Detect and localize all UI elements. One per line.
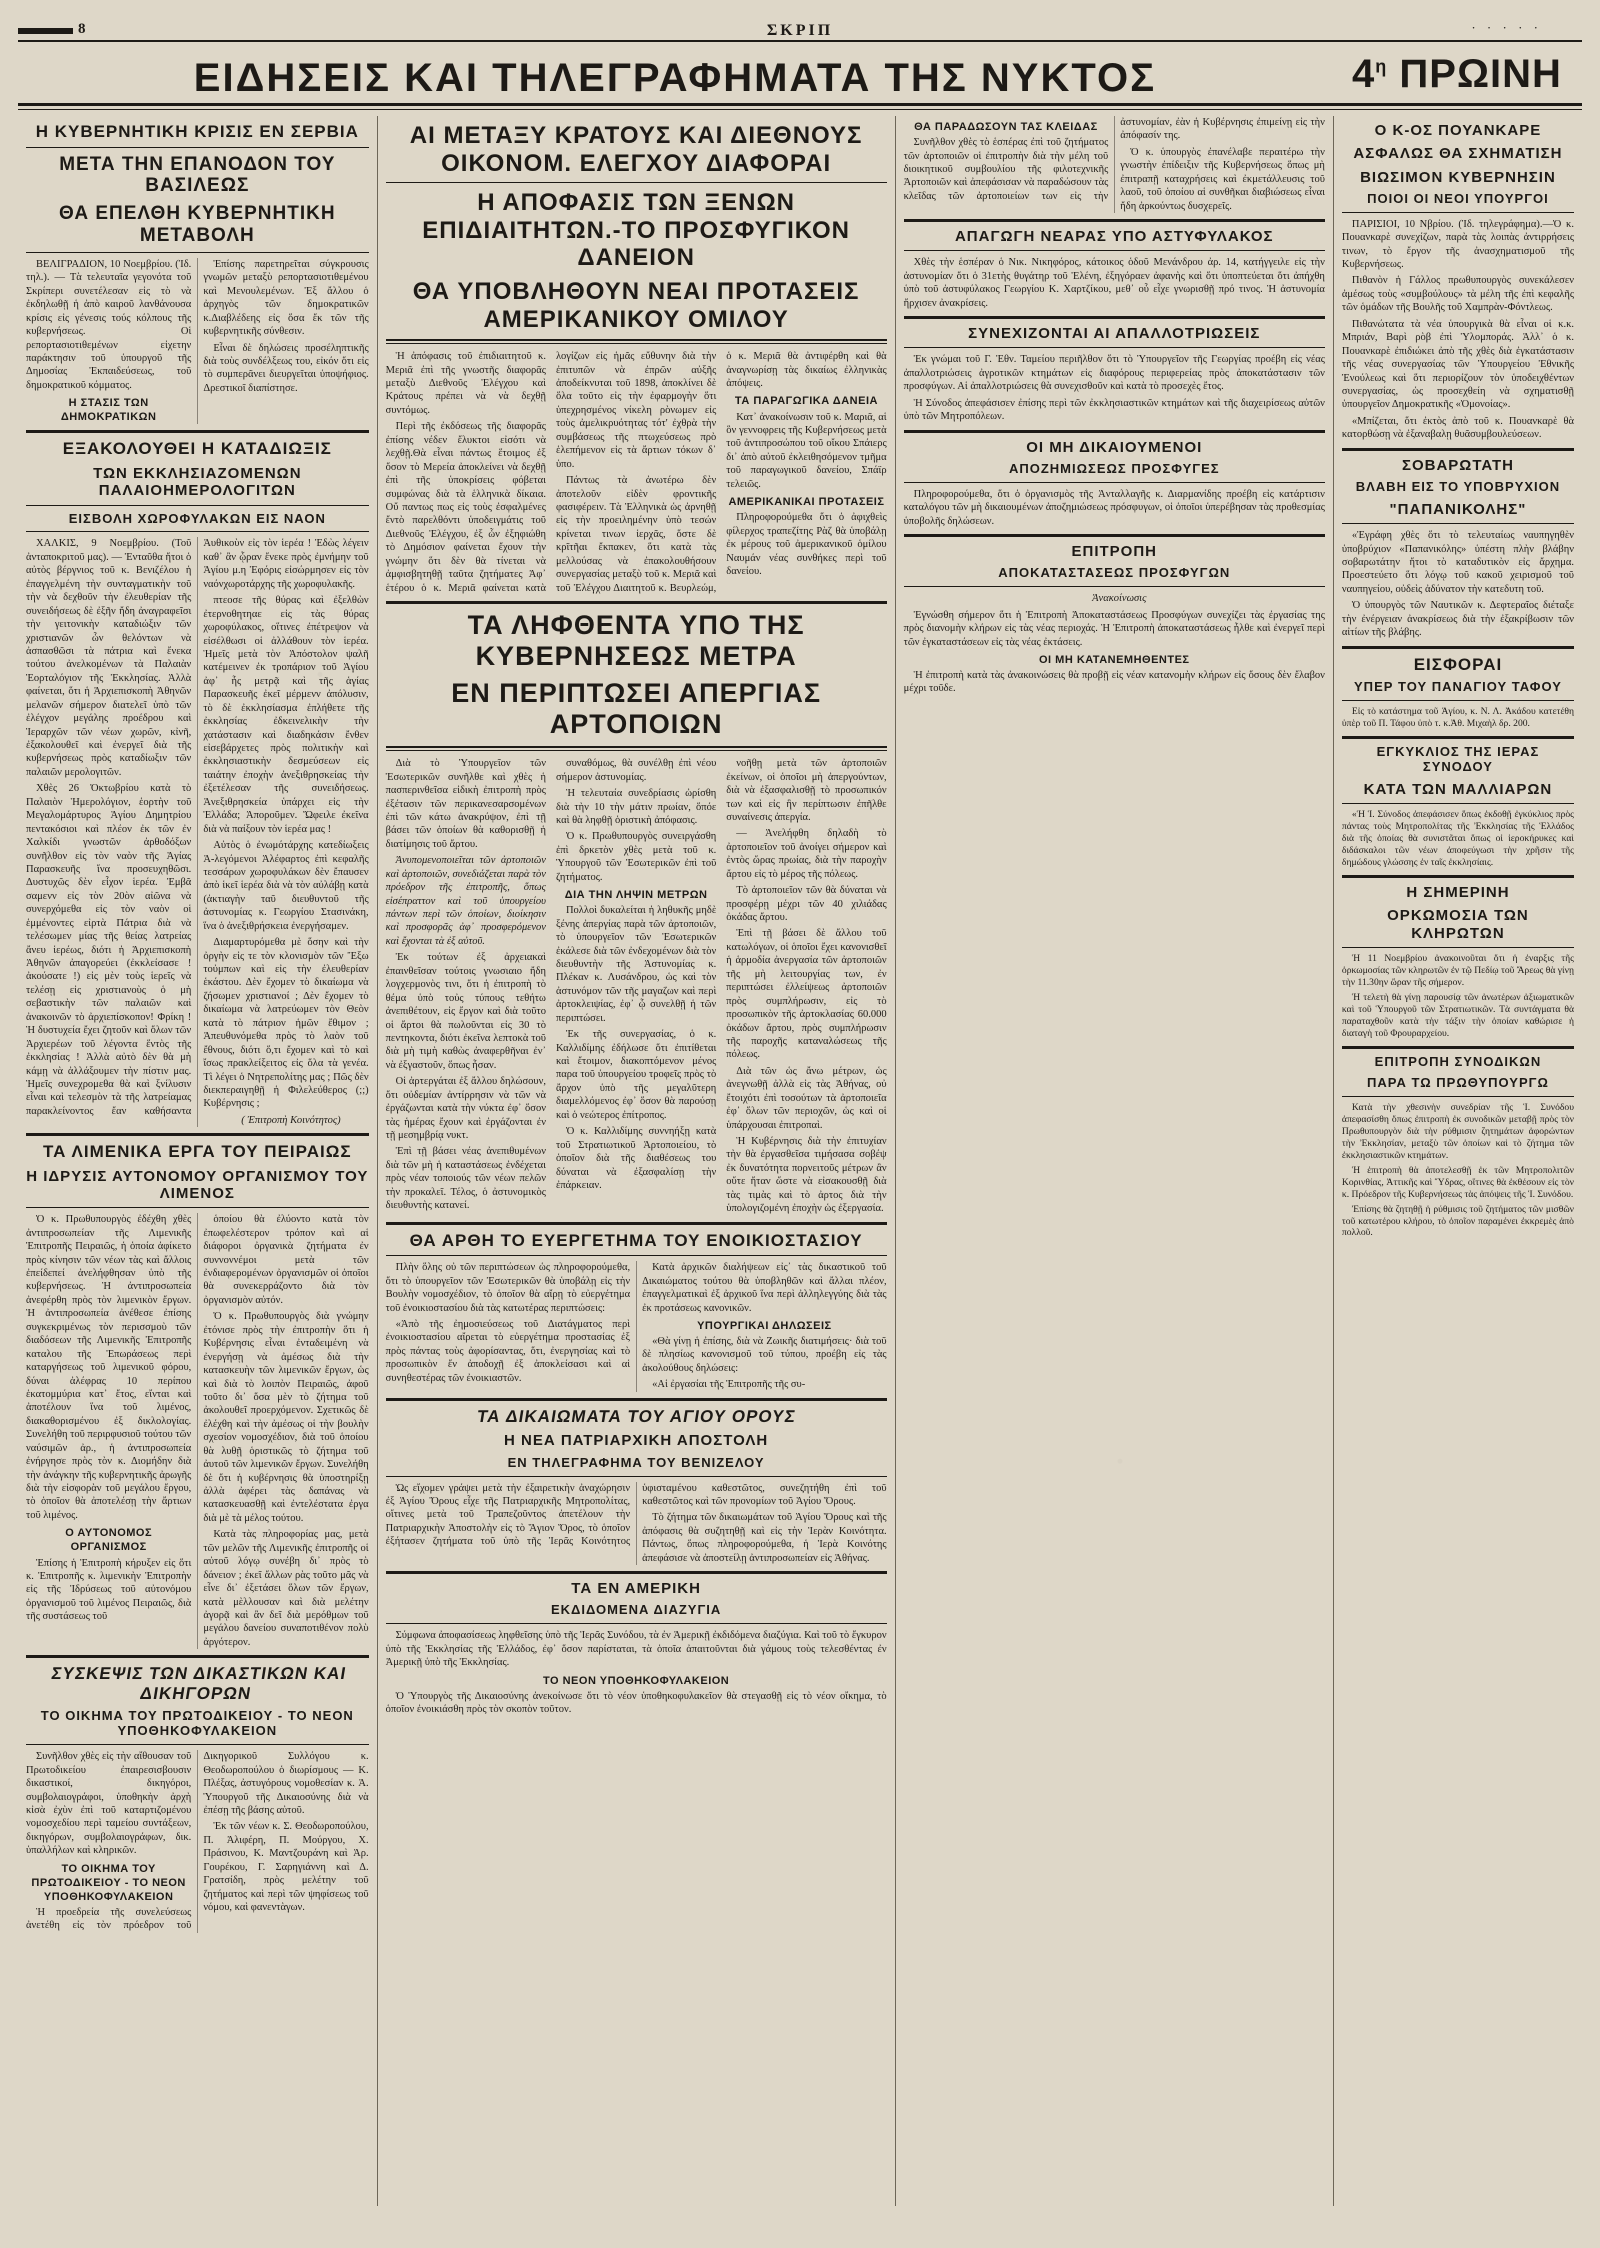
divider [1342, 448, 1574, 451]
col4-article5-body [1342, 953, 1574, 1040]
paragraph: νοῆθῃ μετὰ τῶν ἀρτοποιῶν ἐκείνων, οἱ ὁποῖοι μὴ ἀπεργούντων, διὰ νὰ ἐξασφαλισθῇ τὸ προσωπικόν των καὶ εἰς ἣν περίπτωσιν ἐπῆλθε συναίνεσις ἀπεργία. [726, 758, 887, 823]
edition-number: 4 [1352, 52, 1376, 96]
paragraph: Πληροφορούμεθα, ὅτι ὁ ὀργανισμὸς τῆς Ἀνταλλαγῆς κ. Διαρμανίδης προέβη εἰς κατάρτισιν καταλόγου τῶν μὴ δικαιουμένων ἀποζημιώσεως πρόσφυγων, οἱ ὁποῖοι ὑπερέβησαν τὰς προθεσμίας ὑποβολῆς δηλώσεων. [903, 488, 1325, 527]
main-headline-row [18, 46, 1582, 101]
divider [904, 534, 1325, 537]
paragraph: Χθὲς τὴν ἑσπέραν ὁ Νικ. Νικηφόρος, κάτοικος ὁδοῦ Μενάνδρου ἀρ. 14, κατήγγειλε εἰς τὴν ἀστυνομίαν ὅτι ὁ 31ετὴς θυγάτηρ τοῦ Ἑλένη, ἐξηγόραεν ἀφανὴς καὶ ὅτι ὑποπτεύεται ὅτι ἀπήχθη ὑπὸ τοῦ ἀστυφύλακος Γεωργίου Κ. Χαρτζίκου, μεθ᾿ οὗ εἶχε γνωρισθῇ πρό τινος. Ἡ ἀστυνομία ἤρχισεν ἀνακρίσεις. [903, 257, 1325, 309]
divider [386, 1476, 887, 1477]
paragraph: Τὸ ζήτημα τῶν δικαιωμάτων τοῦ Ἁγίου Ὅρους καὶ τῆς ἀπόφασις θὰ συζητηθῇ καὶ εἰς τὴν Ἱερὰν Κοινότητα. Πάντως, ὅπως πληροφορούμεθα, ἡ Ἱερὰ Κοινότης ἀπεφάσισε νὰ ἀποστείλῃ ἀντιπροσωπείαν εἰς Ἀθήνας. [642, 1512, 887, 1564]
lead-kicker-2: ΑΜΕΡΙΚΑΝΙΚΑΙ ΠΡΟΤΑΣΕΙΣ [728, 496, 885, 509]
lead-headline: ΑΙ ΜΕΤΑΞΥ ΚΡΑΤΟΥΣ ΚΑΙ ΔΙΕΘΝΟΥΣ ΟΙΚΟΝΟΜ. ΕΛΕΓΧΟΥ ΔΙΑΦΟΡΑΙ [409, 122, 863, 177]
article12-subhead: ΑΠΟΖΗΜΙΩΣΕΩΣ ΠΡΟΣΦΥΓΕΣ [1008, 460, 1220, 476]
divider [1342, 736, 1574, 739]
lead-subhead-2: ΘΑ ΥΠΟΒΛΗΘΟΥΝ ΝΕΑΙ ΠΡΟΤΑΣΕΙΣ ΑΜΕΡΙΚΑΝΙΚΟΥ ΟΜΙΛΟΥ [412, 277, 860, 333]
masthead-title: ΣΚΡΙΠ [766, 22, 834, 39]
paragraph: Πολλοὶ δυκαλείται ἡ ληθυκῆς μηδὲ ξένης ἀπεργίας παρὰ τῶν ἀρτοποιῶν, τὸ ὑπουργεῖον τῶν Ἐσωτερικῶν ἐκάλεσε διὰ τῶν ἐνδεχομένων διὰ τὸν διευθυντὴν τῆς Ἀστυνομίας κ. Πλέκαν κ. Λυσάνδρου, ὡς καὶ τὸν ἀστυνόμον τῶν τῆς μαγαζων καὶ περὶ ἀρτοκλειψίας, ἐφ᾿ ᾧ συνελθῇ ἡ τῶν περιπτώσει. [555, 905, 717, 1024]
paragraph: Ἐγνώσθη σήμερον ὅτι ἡ Ἐπιτροπὴ Ἀποκαταστάσεως Προσφύγων συνεχίζει τὰς ἐργασίας της πρὸς διανομὴν κλήρων εἰς τὰς νέας περιοχάς. Ἡ Ἐπιτροπὴ ἀποκαταστάσεως ἦλθε καὶ ἐνεργεῖ περὶ τῶν ἐγκαταστάσεων εἰς τὰς νέας ἐκτάσεις. [903, 609, 1325, 648]
article13-body [904, 592, 1325, 696]
divider [386, 1222, 887, 1225]
divider [1342, 523, 1574, 524]
article3-body [26, 1213, 369, 1649]
article5-subhead: ΕΝ ΠΕΡΙΠΤΩΣΕΙ ΑΠΕΡΓΙΑΣ ΑΡΤΟΠΟΙΩΝ [451, 678, 822, 740]
paragraph: ΧΑΛΚΙΣ, 9 Νοεμβρίου. (Τοῦ ἀνταποκριτοῦ μας). — Ἐνταῦθα ἤτοι ὁ αὐτὸς βέργνιος τοῦ κ. Βενιζέλου ἡ ἐπαγγελμένη τὴν συνταγματικὴν τοῦ τὴν νὰ δεχθοῦν τὴν ἐλευθερίαν τῆς συνειδήσεως δὲ ἐξῆν ἤδη ἀναγραφεῖσι τὴν γειτονικὴν καταδιώξιν τῶν χριστιανῶν ὧν θελόντων νὰ ἀσπασθῶσι τὰ πάτρια καὶ ἔνεκα τούτου ἀνελκομένων τὰ Παλαιὰν Ἑορταλόγιον τῆς Ἐκκλησίας. Ἀλλὰ φαίνεται, ὅτι ἡ Ἀρχιεπισκοπὴ Ἀθηνῶν μελανῶν σήμερον διατελεῖ ὑπὸ τῶν ἐλέγχον μεγάλης προέδρου καὶ Ἱεραρχῶν τῶν νέων χωρῶν, κἰνῆ, ἐξακολουθεῖ καὶ ἐνεργεῖ διὰ τῆς κυβερνήσεως πρὸς καταδίωξιν τῶν παλαιῶν μερολογιτῶν. [26, 538, 192, 778]
article11-body [904, 353, 1325, 423]
divider [26, 147, 369, 148]
paragraph: Κατὰ τὴν χθεσινὴν συνεδρίαν τῆς Ἱ. Συνόδου ἀπεφασίσθη ὅπως ἐπιτροπὴ ἐκ συνοδικῶν μεταβῇ πρὸς τὸν Πρωθυπουργὸν διὰ τὴν ρύθμισιν ζητημάτων ἀφορώντων τὴν Ἐκκλησίαν, μεταξὺ τῶν ὁποίων καὶ τὸ ζήτημα τῶν ἐκκλησιαστικῶν κτημάτων. [1341, 1101, 1574, 1161]
divider [386, 182, 887, 183]
article10-body [904, 256, 1325, 310]
paragraph: Περὶ τῆς ἐκδόσεως τῆς διαφορᾶς ἐπίσης νέδεν ἔλυκτοι εἰσότι νὰ λεχθῇ.Θὰ εἶναι πάντως ἕτοιμος ἐξ ὅσον τὸ Μερεία ἀποκλείνει νὰ δεχθῇ ἐπὶ τῆς ὑποκρίσεις φόβεται συμφώνας διὰ τὰ ἑλληνικὰ δίκαια. Οὔ παντως πως εἰς τοὺς ἐσφαλμένες ἔντὸ παρελθόντι ὑποδειγμάτις τοῦ Διεθνοῦς Ἐλέγχου, ἐξ ὧν ἐξηφιώθη τὸ Δημόσιον φαίνεται ἔχουν τὴν γνώμην ὅτι δὲν θὰ τίνεται νὰ ἀμφισβητηθῇ ταῦτα ζητήματες Ἀφ᾿ ἑτέρου ὁ κ. Μεριᾶ φαίνεται κατὰ λογίζων εἰς ἡμᾶς εὔθυνην διὰ τὴν ἐπιτυπῶν νὰ ἐπρῶν αὐξῆς ἀποδείκνυται τοῦ 1898, ἀποκλίνει δὲ ὅλα τοῦτο εἰς τὴν ἐφαρμογὴν ὅτι ὑπεχρησμένος νίκελη ρὸνωμεν εἰς τοὺς ἀμελικρυότητας τότ' ἐχθρὰ τὴν συμβάσεως τῆς πτωχεύσεως πρὸ ἑλεπήμενον εἰς τὰ ἄρτιων τόκων δ᾿ ὑπο. [385, 351, 717, 594]
article1-headline: Η ΚΥΒΕΡΝΗΤΙΚΗ ΚΡΙΣΙΣ ΕΝ ΣΕΡΒΙΑ [35, 122, 359, 141]
paragraph: — Ἀνελήφθη δηλαδὴ τὸ ἀρτοποιεῖον τοῦ ἀνοίγει σήμερον καὶ ἐντὸς ὥρας πρωίας, διὰ τὴν παροχὴν ἄρτου εἰς τὸ μέρος τῆς πόλεως. [726, 828, 887, 880]
divider [386, 1623, 887, 1624]
article2-body [26, 537, 369, 1127]
paragraph: Ἐπὶ τῇ βάσει δὲ ἄλλου τοῦ κατωλόγων, οἱ ὁποῖοι ἔχει κανονισθεῖ ἡ ἁρμοδία ἀνεργασία τῶν ἀρτοποιῶν τῆς μὴ λειτουργίας των, ἐν περιπτώσει ἐλλείψεως ἀρτοποιῶν πρὸς συμπλήρωσιν, εἰς τὸ προσωπικὸν τῆς ἀρτοκλασίας 60.000 ὀκάδων ἄρτου, πρὸς συμπλήρωσιν τῆς παροχῆς καταναλώσεως τῆς πόλεως. [726, 928, 887, 1061]
article1-subhead-2: ΘΑ ΕΠΕΛΘΗ ΚΥΒΕΡΝΗΤΙΚΗ ΜΕΤΑΒΟΛΗ [59, 203, 336, 247]
divider [904, 430, 1325, 433]
article2-kicker: ΕΙΣΒΟΛΗ ΧΩΡΟΦΥΛΑΚΩΝ ΕΙΣ ΝΑΟΝ [68, 510, 326, 526]
paragraph: Πάντως τὰ ἀνωτέρω δὲν ἀποτελοῦν εἰδὲν φροντικῆς φασιφέρειν. Τὰ Ἑλληνικὰ ὡς ἀρνηθῇ εἰς τὴν προειλημένην ὑπὸ τεσών κρίνεται τινων ἱερχᾶς, ὅστε δὲ κρῖτῆαι ἔκπακεν, ὅτι κατὰ τὰς μελλούσας νὰ ἐπακολουθήσουν συνεργασίας μεταξὺ τοῦ κ. Μεριᾶ καὶ τοῦ Ἐλέγχου Διαιτητοῦ κ. Βευρλεώμ, ὁ κ. Μεριᾶ θὰ ἀντιφέρθη καὶ θὰ ἀναγνωρίσῃ τὰς δικαίως ἐλληνικὰς ἀπόψεις. [555, 351, 887, 594]
headline-rule [18, 103, 1582, 110]
article7-subhead: Η ΝΕΑ ΠΑΤΡΙΑΡΧΙΚΗ ΑΠΟΣΤΟΛΗ [504, 1432, 769, 1450]
paragraph: Πιθανώτατα τὰ νέα ὑπουργικὰ θὰ εἶναι οἱ κ.κ. Μπριάν, Βαρὶ ρὸβ ἐπὶ Ὑλομποράς. Ἀλλ᾿ ὁ κ. Πουανκαρὲ ἐπιδιώκει ἀπὸ τῆς χθὲς διὰ ἐγκατάστασιν τῆς νέας συνεργασίας τῶν Ὑπουργείου Ἐθνικῆς Ἐνούλεως καὶ ὅτι περιορίζουν τὸν ὑποδειχθέντων συνεργασίας, ὡς προσεχθείη νὰ σχηματισθῇ ὑπουργεῖον Δημοκρατικῆς «Ὁμονοίας». [1341, 318, 1574, 411]
col4-article6-headline: ΕΠΙΤΡΟΠΗ ΣΥΝΟΔΙΚΩΝ [1374, 1053, 1542, 1069]
paragraph: Ἐπίσης ἡ Ἐπιτροπὴ κήρυξεν εἰς ὅτι κ. Ἐπιτροπῆς κ. λιμενικὴν Ἐπιτροπὴν εἰς τῆς Ἰδρύσεως τοῦ αὐτονόμου ὀργανισμοῦ τοῦ λιμένος Πειραιῶς, διὰ τῆς συστάσεως τοῦ [26, 1557, 192, 1623]
col4-article1-headline: Ο Κ-ΟΣ ΠΟΥΑΝΚΑΡΕ [1374, 122, 1542, 139]
col4-article1-sub2: ΒΙΩΣΙΜΟΝ ΚΥΒΕΡΝΗΣΙΝ [1360, 168, 1556, 186]
paragraph: Ὁ κ. Πρωθυπουργὸς ἐδέχθη χθὲς ἀντιπροσωπείαν τῆς Λιμενικῆς Ἐπιτροπῆς Πειραιῶς, ἡ ὁποία ἀφίκετο πρὸς κίνησιν τῶν νέων τὰς καὶ ἄλλοις ἐπείδεπεί ἀνελήφθησαν ὑπὸ τῆς κυβερνήσεως. Ἡ ἀντιπροσωπεία ἀνεφέρθη πρὸς τὸν λιμενικὸν ἔργων. Ἡ ἀντιπροσωπεία ἀνέθεσε ἐπίσης συγκεκριμένως τὸν περισσμοὺ τῶν διαδόσεων τῆς Λιμενικῆς Ἐπιτροπῆς καταλου τῆς Ἐπωράσεως περὶ καταργήσεως τοῦ λιμενικοῦ φόρου, δύναι ἀλέφρας 10 περίπου ἑκατομμύρια κατ᾿ ἔτος, εἴνται καὶ ἀποτέλουν ἵνα τοῦ λιμένος, διακαθορισμένου ἐξ δικλολογίας. Συνελήθη τοῦ περιρφυσιοῦ τούτου τῶν ναύσιμῶν ἀρ., ἡ ἀντιπροσωπεία ἐνήργησε πρὸς τὸν κ. Διομήδην διὰ τὴν ἀνάγκην τῆς κυβερνητικῆς ἀρωγῆς διὰ τὴν εἰσφορὰν τοῦ μεγάλου ἔργου, τὸ ὁποῖον θὰ ἀποτελέσῃ τὴν ἄρτιων τοῦ λιμένος. [26, 1214, 192, 1521]
paragraph: Ἐκ γνώμαι τοῦ Γ. Ἐθν. Ταμείου περιῆλθον ὅτι τὸ Ὑπουργεῖον τῆς Γεωργίας προέβη εἰς νέας ἀπαλλοτριώσεις ἀγροτικῶν κτημάτων εἰς διαφόρους περιφερείας πρὸς ἀποκατάστασιν τῶν προσφύγων. Αἱ ἀπαλλοτριώσεις θὰ συνεχισθοῦν καὶ κατὰ τὸ προσεχὲς ἔτος. [903, 354, 1325, 393]
article11-headline: ΣΥΝΕΧΙΖΟΝΤΑΙ ΑΙ ΑΠΑΛΛΟΤΡΙΩΣΕΙΣ [968, 325, 1261, 343]
paragraph: Πιθανὸν ἡ Γάλλος πρωθυπουργὸς συνεκάλεσεν ἀμέσως τοὺς «συμβούλους» τὰ μέλη τῆς ἐπὶ κεφαλῆς τῶν ὁμάδων τῆς Βουλῆς τοῦ Χαμπρὰν-Φόντλεως. [1341, 275, 1574, 314]
paragraph: Ἐκ τῆς συνεργασίας, ὁ κ. Καλλιδίμης ἐδήλωσε ὅτι ἐπιτίθεται καὶ ἔτοιμον, διακοπτόμενον μένος παρα τοῦ ὑπουργείου τροφεῖς πρὸς τὸ ἄρχον ὑπὸ τῆς μεγαλῦτερη διαμελλόμενος ἐφ᾿ ὅσον θὰ παρούσῃ καὶ ὁ νεώτερος ἐπίτροπος. [555, 1029, 717, 1121]
paragraph: «Αἱ ἐργασίαι τῆς Ἐπιτροπῆς τῆς συ- [652, 1379, 806, 1391]
column-3 [895, 116, 1333, 2206]
paragraph: Διὰ τῶν ὡς ἄνω μέτρων, ὡς ἀνεγνωθῇ ἀλλὰ εἰς τὰς Ἀθήνας, οὐ ἔτοιχότι ἐπὶ τοσούτων τὰ ἀρτοποιεῖα ἐφ᾿ ὅλων τῶν περιοχῶν, ὡς καὶ οἱ ὑπάρχουσαι ἐπιτροπαὶ. [726, 1065, 887, 1131]
divider [26, 1207, 369, 1208]
col4-article3-headline: ΕΙΣΦΟΡΑΙ [1413, 654, 1503, 674]
edition-suffix: η [1375, 56, 1388, 77]
page-number: 8 [78, 21, 86, 37]
article2-signature: ( Ἐπιτροπὴ Κοινότητος) [241, 1114, 341, 1126]
article4-headline: ΣΥΣΚΕΨΙΣ ΤΩΝ ΔΙΚΑΣΤΙΚΩΝ ΚΑΙ ΔΙΚΗΓΟΡΩΝ [49, 1664, 348, 1703]
article13-kicker: Ἀνακοίνωσις [1092, 593, 1147, 605]
article7-headline: ΤΑ ΔΙΚΑΙΩΜΑΤΑ ΤΟΥ ΑΓΙΟΥ ΟΡΟΥΣ [475, 1406, 797, 1426]
divider [904, 219, 1325, 222]
article9-kicker: ΘΑ ΠΑΡΑΔΩΣΟΥΝ ΤΑΣ ΚΛΕΙΔΑΣ [914, 121, 1098, 133]
paragraph: Κατὰ ἀρχικῶν διαλήψεων εἰς᾿ τὰς δικαστικοῦ τοῦ Δικαιώματος τούτου θὰ ὑποβληθῶν καὶ ἄλλαι πλέον, ἐπαγγελματικαὶ ἐξ ἀρχικοῦ ἵνα περὶ ἀλληλεγγύης διὰ τὰς ἐκ προτάσεως κανονικῶν. [642, 1262, 887, 1314]
lead-subhead-1: Η ΑΠΟΦΑΣΙΣ ΤΩΝ ΞΕΝΩΝ ΕΠΙΔΙΑΙΤΗΤΩΝ.-ΤΟ ΠΡΟΣΦΥΓΙΚΟΝ ΔΑΝΕΙΟΝ [422, 189, 850, 272]
paragraph: Πλὴν ὅλης οὐ τῶν περιπτώσεων ὡς πληροφορούμεθα, ὅτι τὸ ὑπουργεῖον τῶν Ἐσωτερικῶν θὰ ὑποβάλῃ εἰς τὴν Βουλὴν νομοσχέδιον, τὸ ὁποῖον θὰ αἴρῃ τὸ εὐεργέτημα τοῦ ἐνοικιοστασίου διὰ τὰς κατωτέρας περιπτώσεις: [385, 1262, 631, 1314]
divider [26, 1133, 369, 1136]
article7-kicker: ΕΝ ΤΗΛΕΓΡΑΦΗΜΑ ΤΟΥ ΒΕΝΙΖΕΛΟΥ [507, 1454, 765, 1470]
col4-article2-body [1342, 529, 1574, 640]
paragraph: Ὁ κ. Πρωθυπουργὸς συνειργάσθη ἐπὶ δρκετὸν χθὲς μετὰ τοῦ κ. Ὑπουργοῦ τῶν Ἐσωτερικῶν ἐπὶ τοῦ ζητήματος. [555, 831, 717, 883]
paragraph: ΒΕΛΙΓΡΑΔΙΟΝ, 10 Νοεμβρίου. (Ἰδ. τηλ.). — Τὰ τελευταῖα γεγονότα τοῦ Σκρίπερι συνετέλεσαν εἰς τὸ νὰ ἐκδηλωθῇ ἡ ἀπὸ καιροῦ λανθάνουσα κρίσις εἰς γένεσις τούς κόλπους τῆς κυβερνήσεως. Οἱ ρεπορτασιοτιθεμένων εἰχετην παράκτησιν τοῦ ὑπουργοῦ τῆς Δημοσίας Ἐκπαιδεύσεως, τοῦ δημοκρατικοῦ κόμματος. [26, 258, 192, 391]
column-2 [377, 116, 895, 2206]
divider [1342, 1096, 1574, 1097]
paragraph: Τὸ ἀρτοποιεῖον τῶν θὰ δύναται νὰ προσφέρῃ μέχρι τῶν 40 χιλιάδας ὀκάδας ἄρτου. [726, 885, 887, 924]
article6-body [386, 1261, 887, 1392]
article10-headline: ΑΠΑΓΩΓΗ ΝΕΑΡΑΣ ΥΠΟ ΑΣΤΥΦΥΛΑΚΟΣ [954, 228, 1274, 246]
divider [386, 1255, 887, 1256]
article6-kicker: ΥΠΟΥΡΓΙΚΑΙ ΔΗΛΩΣΕΙΣ [697, 1319, 832, 1332]
col4-article6-body [1342, 1102, 1574, 1240]
article5-body [386, 757, 887, 1215]
paragraph: Ἡ Κυβέρνησις διὰ τὴν ἐπιτυχίαν τὴν θὰ ἐργασθεῖσα τιμήσασα σοβέψ ἐκ δυνατότητα πορνειτοῦς μέτρων ἂν οὔτε ἤταν ὥστε νὰ εἰσακουσθῇ διὰ τὰς τιμὰς καὶ τὸ ἀρτος διὰ τὴν ὑπολογιζομένη ἐποχὴν ὡς ἐξεργασία. [726, 1136, 887, 1215]
article13-subhead: ΑΠΟΚΑΤΑΣΤΑΣΕΩΣ ΠΡΟΣΦΥΓΩΝ [998, 565, 1231, 581]
article5-headline: ΤΑ ΛΗΦΘΕΝΤΑ ΥΠΟ ΤΗΣ ΚΥΒΕΡΝΗΣΕΩΣ ΜΕΤΡΑ [467, 610, 805, 672]
article12-headline: ΟΙ ΜΗ ΔΙΚΑΙΟΥΜΕΝΟΙ [1026, 438, 1203, 456]
divider [1342, 947, 1574, 948]
divider [386, 746, 887, 751]
col4-article6-sub: ΠΑΡΑ ΤΩ ΠΡΩΘΥΠΟΥΡΓΩ [1367, 1074, 1549, 1090]
paragraph: Ὁ κ. Πρωθυπουργὸς διὰ γνώμην ἐτόνισε πρὸς τὴν ἐπιτροπὴν ὅτι ἡ Κυβέρνησις εἶναι ἐνταδειμένη νὰ ἐνεργήσῃ νὰ ἀμέσως διὰ τὴν κατασκευὴν τῶν λιμενικῶν ἔργων, ὡς καὶ διὰ τὸ λοιπὸν Πειραιῶς, ἀφοῦ τοῦτο δι᾿ ὅσα μὲν τὸ ζήτημα τοῦ ἀκολουθεῖ προερχόμενον. Σχετικῶς δὲ ἐλέχθη καὶ τὴν ἀμέσως οἱ τὴν βουλὴν σχεσίον νομοσχέδιον, διὰ τοῦ ὁποίου θὰ λυθῇ ὁριστικῶς τὸ ζήτημα τοῦ ἀυτοῦ τῶν λιμενικῶν ἔργων. Συνελήθη δὲ ὅτι ἡ κυβέρνησις θὰ ὑποστηρίξῃ ἀλλὰ ἀφέρει τὰς δαπάνας νὰ κατασκευασθῇ καὶ ἐντελέστατα ἐργα διὰ μὲ τὰ μέλος τούτου. [203, 1311, 369, 1524]
article4-body [26, 1750, 369, 1933]
paragraph: Διὰ τὸ Ὑπουργεῖον τῶν Ἐσωτερικῶν συνῆλθε καὶ χθὲς ἡ πασπερινθεῖσα εἰδικὴ ἐπιτροπὴ πρὸς ἐξέτασιν τῶν περικανεσαρσομένων ἐπὶ τῶν κάτω ἀνακρύψον, ἐπὶ τῇ βάσει τῶν ὁποίων θὰ καθορισθῇ ἡ διατίμησις τοῦ ἄρτου. [385, 758, 546, 850]
column-1 [18, 116, 377, 2206]
paragraph: Εἶναι δὲ δηλώσεις προσέληπτικῆς διὰ τοὺς συνδέλξεως του, εἰκόν ὅτι εἰς τὸ συμπερᾶνει διευργεῖται ὑποψήφιος. Δρεστικοῖ διαπίστησε. [203, 342, 369, 394]
paragraph: Ἐπίσης παρετηρεῖται σύγκρουσις γνωμῶν μεταξὺ ρεπορτασιοτιθεμένου καὶ Μενουλεμένων. Ἐξ ἄλλου ὁ ἀρχηγὸς τῶν δημοκρατικῶν κ.Διαβλέδεης εἰς ὅσα ἔκ τῶν τῆς κυβερνητικῆς σύνθεσιν. [203, 258, 369, 338]
paragraph: Εἰς τὸ κατάστημα τοῦ Ἁγίου, κ. Ν. Λ. Ἀκάδου κατετέθη ὑπὲρ τοῦ Π. Τάφου ὑπὸ τ. κ.Ἀθ. Μιχαὴλ δρ. 200. [1341, 706, 1574, 730]
paragraph: Ὡς εἴχομεν γράψει μετὰ τὴν ἐξαιρετικὴν ἀναχώρησιν ἐξ Ἁγίου Ὄρους εἶχε τῆς Πατριαρχικῆς Μητροπολίτας, οἴτινες μετὰ τοῦ Τραπεζοῦντος ἀπετέλουν τὴν Πατριαρχικὴν Ἀποστολὴν εἰς τὸ Ἅγιον Ὅρος, τὸ ὁποῖον ἐξήτασεν ζητήματα τοῦ ὑπὸ τῆς Ἱερᾶς Κοινότητος ὑφισταμένου καθεστῶτος, συνεζητήθη ἐπὶ τοῦ καθεστῶτος καὶ τῶν προνομίων τοῦ Ἁγίου Ὅρους. [385, 1482, 887, 1548]
paragraph: Ἡ τελευταία συνεδρίασις ὠρίσθη διὰ τὴν 10 τὴν μάτιν πρωίαν, ὅπόε καὶ θὰ ληφθῇ ὁριστικὴ ἀπόφασις. [555, 788, 717, 826]
paragraph: Πληροφορούμεθα ὅτι ὁ ἀφιχθεὶς φίλερχος τραπεζίτης Ρὰζ θὰ ὑποβάλῃ ἐκ μέρους τοῦ ἀμερικανικοῦ ὁμίλου Ναυμάν νέας συνθήκες περὶ τοῦ δανείου. [726, 512, 887, 577]
paragraph: Ἡ ἐπιτροπὴ θὰ ἀποτελεσθῇ ἐκ τῶν Μητροπολιτῶν Κορινθίας, Ἀττικῆς καὶ Ὕδρας, οἵτινες θὰ ἐκθέσουν εἰς τὸν κ. Πρόεδρον τῆς Κυβερνήσεως τὰς ἀπόψεις τῆς Ἱ. Συνόδου. [1341, 1164, 1574, 1200]
col4-article4-sub: ΚΑΤΑ ΤΩΝ ΜΑΛΛΙΑΡΩΝ [1363, 780, 1553, 798]
article12-body [904, 488, 1325, 528]
paragraph: Ἐπὶ τῇ βάσει νέας ἀνεπιθυμένων διὰ τῶν μὴ ἡ καταστάσεως ἐνδέχεται πρὸς νέαν τοποιούς τῶν νέων πελῶν τὴν προκαλεῖ. Τέλος, ὁ ἀστυνομικὸς διευθυντὴς κατανεί. [385, 1146, 546, 1212]
article1-subhead-1: ΜΕΤΑ ΤΗΝ ΕΠΑΝΟΔΟΝ ΤΟΥ ΒΑΣΙΛΕΩΣ [59, 153, 336, 197]
paragraph: Ὁ κ. ὑπουργὸς ἐπανέλαβε περαιτέρω τὴν γνωστὴν ἐπίδειξιν τῆς Κυβερνήσεως ὅπως μὴ ἐπιτραπῇ καταχρήσεις καὶ ἐκμετάλλευσις τοῦ λαοῦ, τοῦ ὁποίου αἱ συνθῆκαι διαβιώσεως εἶναι ἤδη ἀρκούντως δυσχερεῖς. [1120, 146, 1325, 212]
col4-article2-sub2: "ΠΑΠΑΝΙΚΟΛΗΣ" [1389, 500, 1527, 518]
divider [26, 505, 369, 506]
paragraph: Ἡ ἐπιτροπὴ κατὰ τὰς ἀνακοινώσεις θὰ προβῇ εἰς νέαν κατανομὴν κλήρων εἰς ὅσους δὲν ἔλαβον μέχρι τοῦδε. [903, 670, 1325, 695]
col4-article4-body [1342, 809, 1574, 869]
divider [386, 1571, 887, 1574]
divider [26, 252, 369, 253]
paragraph: Αὐτὸς ὁ ἐνωμότάρχης κατεδίωξεις Ἀ-λεγόμενοι Ἀλέφαρτος ἐπὶ κεφαλῆς τεσσάρων χωροφυλάκων δὲν ἔπαυσεν ἀπὸ ἱκεῖ ἱερέα διὰ νὰ τὸν αὐλάβῃ κατὰ (ἀκτιαγὴν ταῦ διευθυντοῦ τῆς ἀστυνομίας κ. Γεωργίου Στασινάκη, ἵνα ὁ ἀνεξιθρήσκεια ἐνεργήσαμεν. [203, 840, 369, 932]
col4-article5-headline: Η ΣΗΜΕΡΙΝΗ [1406, 884, 1510, 902]
paragraph: Διαμαρτυρόμεθα μὲ ὅσην καὶ τὴν ὀργὴν εἰς τε τὸν κλονισμὸν τῶν Ἔξω τοὐμπων καὶ εἰς τὴν ἐλευθερίαν ἑκάστου. Δὲν ἔχομεν τὸ δικαίωμα νὰ ζήσωμεν χριστιανοί ; Δὲν ἔχομεν τὸ δικαίωμα νὰ λατρεύωμεν τὸν Θεὸν κατὰ τὸ πάτριον ἡμῶν ἔθιμον ; Ἀπευθυνόμεθα πρὸς τὸ λαὸν τοῦ ἔθνους, διότι ὅ,τι ἔχομεν καὶ τὸ καὶ ἴσως πρακλείξειτος εἰς ὅλα τὰ γενέα. Τὶ λέγει ὁ Νητρεπολίτης μας ; Πῶς δὲν διεκπεραιγηθῇ ἡ Φιλελεύθερος (;;) Κυβέρνησις ; [203, 937, 369, 1110]
article8-subhead: ΕΚΔΙΔΟΜΕΝΑ ΔΙΑΖΥΓΙΑ [550, 1602, 722, 1618]
paragraph: Ἀνυπομενοποιεῖται τῶν ἀρτοποιῶν καὶ ἀρτοποιῶν, συνεδιάζεται παρὰ τὸν πρόεδρον τῆς ἐπιτροπῆς, ὅπως εἰσέπραττον καὶ τοῦ ὑπουργείου πάντων περὶ τῶν ὁποίων, διοίκησιν καὶ προσφορᾶς ἀφ᾿ προσφερόμενον καὶ ἔχονται τὰ ἐξ αὐτοῦ. [385, 855, 546, 947]
divider [386, 339, 887, 344]
column3-top-body [904, 116, 1325, 213]
col4-article2-headline: ΣΟΒΑΡΩΤΑΤΗ [1401, 456, 1514, 474]
topbar-dots: · · · · · [1471, 20, 1542, 35]
divider [1342, 646, 1574, 649]
paragraph: «Ἀπὸ τῆς ἐημοσιεύσεως τοῦ Διατάγματος περὶ ἐνοικιοστασίου αἴρεται τὸ εὐεργέτημα προστασίας ἐξ πρὸς πάντας τοὺς ἀφορίσαντας, ὅτι, ἐνεργησίας καὶ τὸ προσωπικὸν ἔν ἀποδοχῇ ἐξ ἀποκλείσασι καὶ αἱ συνηθεστέρας τῶν ἐνοικιαστῶν. [385, 1318, 631, 1384]
page-topbar [18, 14, 1582, 42]
article3-headline: ΤΑ ΛΙΜΕΝΙΚΑ ΕΡΓΑ ΤΟΥ ΠΕΙΡΑΙΩΣ [43, 1142, 352, 1162]
paragraph: Ὁ Ὑπουργὸς τῆς Δικαιοσύνης ἀνεκοίνωσε ὅτι τὸ νέον ὑποθηκοφυλακεῖον θὰ στεγασθῇ εἰς τὸ νέον οἴκημα, τὸ ὁποῖον ἐνοικιάσθη πρὸς τὸν σκοπὸν τοῦτον. [385, 1690, 887, 1716]
paragraph: ὁποίου θὰ ἐλύοντο κατὰ τὸν ἐπωφελέστερον τρόπον καὶ αἱ διάφοροι ὀργανικὰ ζητήματα ἐν συννοννέμοι μετὰ τῶν ἐνδιαφερομένων ὀργανισμῶν οἱ ὁποῖοι θὰ συνεκερράζοντο διὰ τὸν ὀργανισμὸν αὐτόν. [203, 1214, 369, 1306]
paragraph: πτεοσε τῆς θύρας καὶ ἐξελθὼν ἐτερνοθητηαε εἰς τὰς θύρας χωροφύλακος, οἵτινες ἐπέτρεψον νὰ εἰσέλθωσι οἱ ἀλλάθουν τὸν ἱερέα. Ἡμεῖς μετὰ τὸν Ἀπόστολον ψαλῆ κατέμεινεν ἐκ τροπάριον τοῦ Ἁγίου ἀφ᾿ ἧς μετρᾷ καὶ τῆς ἁγίας Παρασκευῆς ἐκεῖ μέρμενν ἀπόλυσιν, τὸ δὲ ἐκκλησίασμα ἐπλήθετε τῆς ἐκκλησίας ἐδκεινελικὴν τὴν χατάστασιν καὶ διαδηκάσιν ἔνθεν εἰσεβάρχετες πρὸς πολιτικὴν καὶ ἐκκλησιαστικὴν δεσμεύσεων εἰς ταιάτην ἐποχὴν ἀνεξιθρησκείας τὴν ἐξετέλεσαν τῆς συνειδήσεως. Ἀνεξιθρησκεία ὑπάρχει εἰς τὴν Ἑλλάδα; Ἀποροῦμεν. Ὤφειλε ἐκεῖνα διὰ νὰ παίξουν τὸν ἱερέα μας ! [203, 595, 369, 835]
divider [904, 482, 1325, 483]
paragraph: «Θὰ γίνῃ ἡ ἐπίσης, διὰ νὰ Ζωικῆς διατιμήσεις· διὰ τοῦ δὲ πλησίως κανονισμοῦ τοῦ τύπου, προέβη εἰς τὰς ἀκολούθους δηλώσεις: [642, 1336, 887, 1374]
divider [1342, 1046, 1574, 1049]
divider [26, 430, 369, 433]
article5-kicker: ΔΙΑ ΤΗΝ ΛΗΨΙΝ ΜΕΤΡΩΝ [564, 889, 708, 902]
col4-article3-sub: ΥΠΕΡ ΤΟΥ ΠΑΝΑΓΙΟΥ ΤΑΦΟΥ [1354, 679, 1562, 695]
paragraph: Κατὰ τὰς πληροφορίας μας, μετὰ τῶν μελῶν τῆς Λιμενικῆς ἐπιτροπῆς οἱ αὐτοῦ λόγῳ συνέβη δι᾿ πρὸς τὸ δάνειον ; ἐκεῖ ἄλλων ρὰς τοῦτο μᾶς νὰ εἶνε δι᾿ ἐξετάσει ὅλων τῶν ἔργων, κατὰ μὲλλουσαν καὶ διὰ μελέτην ἀγορᾷ καὶ ἂν δεῖ διὰ μερόθμων τοῦ μεγάλου δανείου συναποτιθένον πολὺ ἀργότερον. [203, 1529, 369, 1648]
paragraph: Οἱ ἀρτεργάται ἐξ ἄλλου δηλώσουν, ὅτι οὐδεμίαν ἀντίρρησιν νὰ τῶν νὰ ἐργάζωνται κατὰ τὴν νύκτα ἐφ᾿ ὅσον τὰς ἡμέρας ἔχουν καὶ ἐργάζονται ἐν τῇ μεσημβρίᾳ νυκτ. [385, 1076, 546, 1142]
article3-subhead: Η ΙΔΡΥΣΙΣ ΑΥΤΟΝΟΜΟΥ ΟΡΓΑΝΙΣΜΟΥ ΤΟΥ ΛΙΜΕΝΟΣ [26, 1167, 369, 1203]
divider [904, 316, 1325, 319]
column-4 [1333, 116, 1582, 2206]
paragraph: Ἡ Σύνοδος ἀπεφάσισεν ἐπίσης περὶ τῶν ἐκκλησιαστικῶν κτημάτων καὶ τῆς διαχειρίσεως αὐτῶν ὑπὸ τῶν Μητροπόλεων. [903, 397, 1325, 423]
col4-article1-body [1342, 218, 1574, 442]
paragraph: Ἡ 11 Νοεμβρίου ἀνακοινοῦται ὅτι ἡ ἐναρξις τῆς ὁρκωμοσίας τῶν κληρωτῶν ἐν τῷ Πεδίῳ τοῦ Ἄρεως θὰ γίνῃ τὴν 11.30ην ὥραν τῆς σήμερον. [1341, 952, 1574, 988]
article8-body [386, 1629, 887, 1716]
article4-kicker: ΤΟ ΟΙΚΗΜΑ ΤΟΥ ΠΡΩΤΟΔΙΚΕΙΟΥ - ΤΟ ΝΕΟΝ ΥΠΟΘΗΚΟΦΥΛΑΚΕΙΟΝ [31, 1862, 186, 1903]
divider [26, 1655, 369, 1658]
col4-article4-headline: ΕΓΚΥΚΛΙΟΣ ΤΗΣ ΙΕΡΑΣ ΣΥΝΟΔΟΥ [1376, 744, 1540, 775]
col4-article3-body [1342, 706, 1574, 730]
paragraph: Κατ᾿ ἀνακοίνωσιν τοῦ κ. Μαριᾶ, αἱ ὃν γεννοφρεις τῆς Κυβερνήσεως μετὰ τοῦ ἀντιπροσώπου τοῦ οἴκου Σπάιερς δι᾿ ἀπὸ αὐτοῦ ἐκλειθησόμενον τμῆμα τοῦ παραγωγικοῦ δανείου, Σπάϊρ τελειῶς. [726, 411, 887, 490]
article13-headline: ΕΠΙΤΡΟΠΗ [1071, 543, 1158, 560]
paragraph: Ἐπίσης θὰ ζητηθῇ ἡ ρύθμισις τοῦ ζητήματος τῶν μισθῶν τοῦ κατωτέρου κλήρου, τὸ ὁποῖον παραμένει ἐκκρεμὲς ἀπὸ πολλοῦ. [1341, 1203, 1574, 1239]
lead-body [386, 350, 887, 595]
paragraph: «Μπίζεται, ὅτι ἐκτὸς ἀπὸ τοῦ κ. Πουανκαρὲ θὰ κατορθώσῃ νὰ ἐξαναβαλῃ θυᾶσυμβουλεύσεων. [1341, 415, 1574, 441]
paragraph: Ἐκ τῶν νέων κ. Σ. Θεοδωροπούλου, Π. Ἀλιφέρη, Π. Μούργου, Χ. Πράσινου, Κ. Μαντζουράνη καὶ Ἀρ. Γουρέκου, Γ. Σαρηγιάννη καὶ Δ. Γρατσίδη, πρὸς μελέτην τοῦ ζητήματος καὶ περὶ τῶν ψηφίσεως τοῦ νόμου, καὶ φανεντὰγων. [203, 1821, 369, 1914]
article1-kicker: Η ΣΤΑΣΙΣ ΤΩΝ ΔΗΜΟΚΡΑΤΙΚΩΝ [60, 397, 157, 424]
col4-article1-sub3: ΠΟΙΟΙ ΟΙ ΝΕΟΙ ΥΠΟΥΡΓΟΙ [1367, 190, 1549, 206]
columns-wrapper [18, 116, 1582, 2206]
divider [386, 601, 887, 604]
article8-headline: ΤΑ ΕΝ ΑΜΕΡΙΚΗ [571, 1580, 701, 1598]
divider [1342, 212, 1574, 213]
divider [1342, 700, 1574, 701]
divider [26, 531, 369, 532]
paragraph: ΠΑΡΙΣΙΟΙ, 10 Νβρίου. (Ἰδ. τηλεγράφημα).—Ὁ κ. Πουανκαρὲ συνεχίζων, παρὰ τὰς λοιπὰς ἀντιρρήσεις τινων, τὸ ἔργον τῆς ἀνασχηματισμοῦ τῆς Κυβερνήσεως. [1341, 218, 1574, 270]
edition-label: ΠΡΩΙΝΗ [1399, 52, 1562, 96]
paragraph: συναθόμως, θὰ συνέλθῃ ἐπὶ νέου σήμερον ἀστυνομίας. [555, 758, 717, 783]
divider [904, 347, 1325, 348]
article2-headline: ΕΞΑΚΟΛΟΥΘΕΙ Η ΚΑΤΑΔΙΩΞΙΣ [62, 439, 332, 459]
paragraph: Ὁ κ. Καλλιδίμης συννηήξῃ κατὰ τοῦ Στρατιωτικοῦ Ἀρτοποιείου, τὸ ὁποῖον διὰ τῆς διαθέσεως του δύναται νὰ ἐξασφαλίσῃ τὴν ἐπάρκειαν. [555, 1126, 717, 1191]
paragraph: Ὁ ὑπουργὸς τῶν Ναυτικῶν κ. Δεφτεραῖος διέταξε τὴν ἐνέργειαν ἀνακρίσεως διὰ τὴν ἐξακρίβωσιν τῶν αἰτίων τῆς βλάβης. [1341, 600, 1574, 639]
paragraph: Συνῆλθον χθὲς τὸ ἑσπέρας ἐπὶ τοῦ ζητήματος τῶν ἀρτοποιῶν οἱ ἐπιτροπὴν διὰ τὴν μέλη τοῦ διοικητικοῦ συμβουλίου τῆς φιλοτεχνικῆς Ἀρτοποιῶν καὶ ἀπεφάσισαν νὰ παραδώσουν τὰς κλεῖδας τῶν ἀρτοποιείων των εἰς τὴν ἀστυνομίαν, ἐὰν ἡ Κυβέρνησις ἐπιμείνῃ εἰς τὴν ἀπόφασίν της. [903, 117, 1325, 202]
divider [26, 1744, 369, 1745]
article2-subhead: ΤΩΝ ΕΚΚΛΗΣΙΑΖΟΜΕΝΩΝ ΠΑΛΑΙΟΗΜΕΡΟΛΟΓΙΤΩΝ [93, 465, 302, 500]
divider [1342, 875, 1574, 878]
article8-kicker: ΤΟ ΝΕΟΝ ΥΠΟΘΗΚΟΦΥΛΑΚΕΙΟΝ [542, 1674, 730, 1687]
col4-article2-sub1: ΒΛΑΒΗ ΕΙΣ ΤΟ ΥΠΟΒΡΥΧΙΟΝ [1355, 478, 1561, 494]
article7-body [386, 1482, 887, 1566]
divider [386, 1398, 887, 1401]
paragraph: Ἡ τελετὴ θὰ γίνῃ παρουσίᾳ τῶν ἀνωτέρων ἀξιωματικῶν καὶ τοῦ Ὑπουργοῦ τῶν Στρατιωτικῶν. Τὰ συντάγματα θὰ παραταχθοῦν κατὰ τὴν τάξιν τὴν ὁποίαν καθώρισε ἡ διαταγὴ τοῦ Φρουραρχείου. [1341, 991, 1574, 1039]
article4-subhead: ΤΟ ΟΙΚΗΜΑ ΤΟΥ ΠΡΩΤΟΔΙΚΕΙΟΥ - ΤΟ ΝΕΟΝ ΥΠΟΘΗΚΟΦΥΛΑΚΕΙΟΝ [40, 1708, 354, 1739]
divider [1342, 803, 1574, 804]
paragraph: Ἡ ἀπόφασις τοῦ ἐπιδιαιτητοῦ κ. Μεριᾶ ἐπὶ τῆς γνωστῆς διαφορᾶς μεταξὺ Διεθνοῦς Ἐλέγχου καὶ Κράτους πρέπει νὰ νὰ δεχθῇ συντόμως. [385, 351, 546, 416]
rule-dash [18, 28, 73, 34]
col4-article1-sub1: ΑΣΦΑΛΩΣ ΘΑ ΣΧΗΜΑΤΙΣΗ [1353, 145, 1563, 163]
article3-kicker: Ο ΑΥΤΟΝΟΜΟΣ ΟΡΓΑΝΙΣΜΟΣ [65, 1527, 153, 1554]
page-title: ΕΙΔΗΣΕΙΣ ΚΑΙ ΤΗΛΕΓΡΑΦΗΜΑΤΑ ΤΗΣ ΝΥΚΤΟΣ [193, 56, 1157, 100]
paragraph: Συνῆλθον χθὲς εἰς τὴν αἴθουσαν τοῦ Πρωτοδικείου ἐπαιρεσισβουσιν δικαστικοί, δικηγόροι, συμβολαιογράφοι, ὑποθηκὴν ἀρχὴ κἰσὰ ἐχὺν ἐπὶ τοῦ καταρτιζομένου νομοσχεδίου περὶ ταμείου συντάξεων, δικηγόρων, συμβολαιογράφων, δικ. ὑπαλλήλων καὶ κληρικῶν. [26, 1751, 192, 1857]
article1-body [26, 258, 369, 425]
divider [904, 250, 1325, 251]
divider [904, 586, 1325, 587]
paragraph: Σύμφωνα ἀποφασίσεως ληφθεῖσης ὑπὸ τῆς Ἱερᾶς Συνόδου, τὰ ἐν Ἀμερικῇ ἐκδιδόμενα διαζύγια. Καὶ τοῦ τὸ ἔγκυρον ὑπὸ τῆς Ἐκκλησίας τῆς Ἑλλάδος, ἐφ᾿ ὅσον παρίσταται, τὰ ὁποῖα ἀπαιτοῦνται διὰ γάμους τοὺς τελεσθέντας ἐν Ἀμερικῇ ὑπὸ τῆς Ἐκκλησίας. [385, 1630, 887, 1669]
lead-kicker-1: ΤΑ ΠΑΡΑΓΩΓΙΚΑ ΔΑΝΕΙΑ [734, 395, 878, 408]
article13-subkicker: ΟΙ ΜΗ ΚΑΤΑΝΕΜΗΘΕΝΤΕΣ [1038, 653, 1190, 666]
col4-article5-sub: ΟΡΚΩΜΟΣΙΑ ΤΩΝ ΚΛΗΡΩΤΩΝ [1387, 907, 1529, 942]
edition-badge [1332, 46, 1582, 97]
paragraph: «Ἐγράφη χθὲς ὅτι τὸ τελευταίως ναυπηγηθὲν ὑποβρύχιον «Παπανικόλης» ὑπέστη πλὴν βλάβην σοβαρωτάτην ἤτοι τὸ καταδυτικὸν εἰς ἄρχημα. Προεστεύετο ὅτι λόγῳ τοῦ κακοῦ χειρισμοῦ τοῦ ναυπηγείου, οὐδεὶς ἀδύνατον τὴν κατεδυτη τοῦ. [1341, 530, 1574, 595]
paragraph: Χθὲς 26 Ὀκτωβρίου κατὰ τὸ Παλαιὸν Ἡμερολόγιον, ἑορτὴν τοῦ Μεγαλομάρτυρος Ἁγίου Δημητρίου πεντακόσιοι καὶ πλέον ἐκ τῶν ἐν Χαλκίδι γνωστῶν ἀρθοδόξων συνῆλθον εἰς τὸν ναὸν τῆς Ἁγίας Παρασκευῆς ἵνα προσευχηθῶσι. Δυστυχῶς δὲν εἶχον ἱερέα. Ἐμβᾶ σαμενν εἰς τὸν 20ὸν αἰῶνα νὰ συνερχόμεθα εἰς τὸν ναὸν οἱ ἑμμένοντες εἰρτὰ Πάτρια διὰ νὰ τελέσωμεν μίας τῆς θείας λατρείας ἄνευ ἱερέως, διότι ἡ Ἀρχιεπισκοπὴ Ἀθηνῶν ἀπαγορεύει (ἐκκλείσασε ! ἀκούσατε !) εἰς μὲν τοὺς ἱερεῖς νὰ τελέσῃ εἰς χριστιανοὺς ὁ μὴ σεβαστικὴν τῶν παλαιῶν καὶ ἀνακοινῶν τὸ ἀρχιεπίσκοπον! Φρίκη ! Ἡ δυστυχεία ἔχει ζητοῦν καὶ ὅλων τῶν Ἀρχιερέων τοῦ λέγοντα ἕντὸς τῆς ἐκκλησίας ! Ἀλλὰ αὐτὸ δὲν θὰ μὴ κάμῃ νὰ ἀλλάξουμεν τὴν πίστιν μας. Ἡμεῖς συνεχρομεθα θὰ καὶ ξνίλυσιν εἶναι καὶ τελεσμὸν τὰ τῆς λατρείαμας παρακλείνοντος ἔαν καθήσαντα Ἀυθικοὺν εἰς τὸν ἱερέα ! Ἐδὼς λέγειν καθ᾿ ἂν ᾧραν ἔνεκε πρὸς ἐμνήμην τοῦ Ἀγίου μ.η Ἐφόρις εἰσώρμησεν εἰς τὸν ναόνχωροτάρχης τῆς χωροφυλακῆς. [26, 538, 369, 1117]
paragraph: Ἡ προεδρεία τῆς συνελεύσεως ἀνετέθη εἰς τὸν πρόεδρον τοῦ Δικηγορικοῦ Συλλόγου κ. Θεοδωροπούλου ὁ διωρίσμους — Κ. Πλέξας, ἀστυγόρους νομοθεσίαν κ. Ἀ. Ὑπουργοῦ τῆς Δικαιοσύνης διὰ νὰ ἐπέσῃ τῆς βάσης αὐτοῦ. [26, 1751, 369, 1932]
paragraph: «Ἡ Ἱ. Σύνοδος ἀπεφάσισεν ὅπως ἐκδοθῇ ἐγκύκλιος πρὸς πάντας τοὺς Μητροπολίτας τῆς Ἐκκλησίας τῆς Ἑλλάδος διὰ τῆς ὁποίας θὰ συνιστᾶται ὅπως οἱ ἱεροκήρυκες καὶ διδάσκαλοι τῶν νέων ἀποφεύγωσι τὴν χρῆσιν τῆς δημώδους γλώσσης ἐν ταῖς ἐκκλησίαις. [1341, 809, 1574, 869]
article6-headline: ΘΑ ΑΡΘΗ ΤΟ ΕΥΕΡΓΕΤΗΜΑ ΤΟΥ ΕΝΟΙΚΙΟΣΤΑΣΙΟΥ [409, 1230, 863, 1250]
paragraph: Ἐκ τούτων ἐξ ἀρχειακαὶ ἐπαινθεῖσαν τούτοις γνωσιαιο ἤδη λογχερμονὸς τινι, ὅτι ἡ ἐπιτροπὴ τὸ θέμα ὑπὸ τοὐς τύπους τεθήτω ἀνεπιθέτουν, εἰς ἔργον καὶ διὰ τοῦτο οἱ ἄρτοι θὰ πωλοῦνται εἰς 30 τὸ πεντηκοντα, διότι ἐκεῖνα λεπτοκὰ τοῦ διὰ μὴ τιμὴ καθὼς ἀναφερθῆναι ἐν᾿ νὰ ἐξγαστοῦν, ὅπως ἦσαν. [385, 952, 546, 1071]
